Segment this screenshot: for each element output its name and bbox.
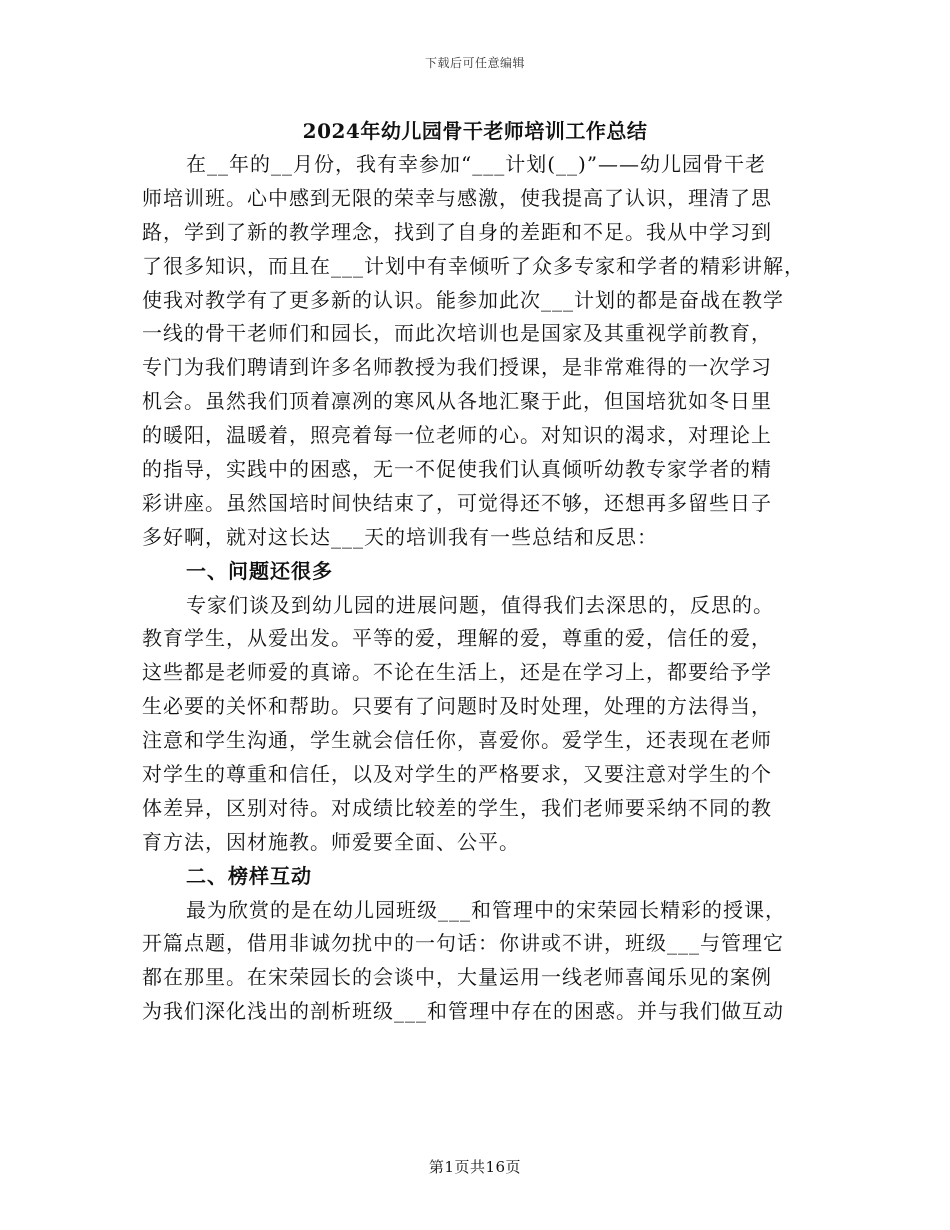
body-text-line: 在__年的__月份，我有幸参加“___计划(__)”——幼儿园骨干老 [186,152,767,176]
body-text-line: 专家们谈及到幼儿园的进展问题，值得我们去深思的，反思的。 [186,592,774,617]
body-text-line: 都在那里。在宋荣园长的会谈中，大量运用一线老师喜闻乐见的案例 [142,965,772,990]
body-text-line: 为我们深化浅出的剖析班级___和管理中存在的困惑。并与我们做互动 [142,999,784,1024]
body-text-line: 体差异，区别对待。对成绩比较差的学生，我们老师要采纳不同的教 [142,795,772,820]
page-header: 下载后可任意编辑 [424,56,525,70]
document-title: 2024年幼儿园骨干老师培训工作总结 [302,119,648,143]
body-text-line: 开篇点题，借用非诚勿扰中的一句话：你讲或不讲，班级___与管理它 [142,931,784,956]
body-text-line: 路，学到了新的教学理念，找到了自身的差距和不足。我从中学习到 [142,219,772,244]
body-text-line: 彩讲座。虽然国培时间快结束了，可觉得还不够，还想再多留些日子 [142,490,772,515]
section-heading: 二、榜样互动 [186,863,312,888]
body-text-line: 一线的骨干老师们和园长，而此次培训也是国家及其重视学前教育， [142,321,772,346]
body-text-line: 注意和学生沟通，学生就会信任你，喜爱你。爱学生，还表现在老师 [142,728,772,753]
document-body [142,148,812,1029]
body-text-line: 的暖阳，温暖着，照亮着每一位老师的心。对知识的渴求，对理论上 [142,423,772,448]
body-text-line: 师培训班。心中感到无限的荣幸与感激，使我提高了认识，理清了思 [142,185,772,210]
body-text-line: 最为欣赏的是在幼儿园班级___和管理中的宋荣园长精彩的授课， [186,897,786,922]
page-footer: 第1页共16页 [428,1158,522,1176]
body-text-line: 这些都是老师爱的真谛。不论在生活上，还是在学习上，都要给予学 [142,660,772,685]
body-text-line: 对学生的尊重和信任，以及对学生的严格要求，又要注意对学生的个 [142,762,772,787]
body-text-line: 机会。虽然我们顶着凛冽的寒风从各地汇聚于此，但国培犹如冬日里 [142,389,772,414]
body-text-line: 育方法，因材施教。师爱要全面、公平。 [142,829,520,854]
section-heading: 一、问题还很多 [186,558,333,583]
body-text-line: 教育学生，从爱出发。平等的爱，理解的爱，尊重的爱，信任的爱， [142,626,772,651]
body-text-line: 的指导，实践中的困惑，无一不促使我们认真倾听幼教专家学者的精 [142,457,772,482]
body-text-line: 使我对教学有了更多新的认识。能参加此次___计划的都是奋战在教学 [142,287,784,312]
body-text-line: 生必要的关怀和帮助。只要有了问题时及时处理，处理的方法得当， [142,694,772,719]
body-text-line: 专门为我们聘请到许多名师教授为我们授课，是非常难得的一次学习 [142,355,772,380]
body-text-line: 多好啊，就对这长达___天的培训我有一些总结和反思： [142,524,658,549]
body-text-line: 了很多知识，而且在___计划中有幸倾听了众多专家和学者的精彩讲解， [142,253,805,278]
